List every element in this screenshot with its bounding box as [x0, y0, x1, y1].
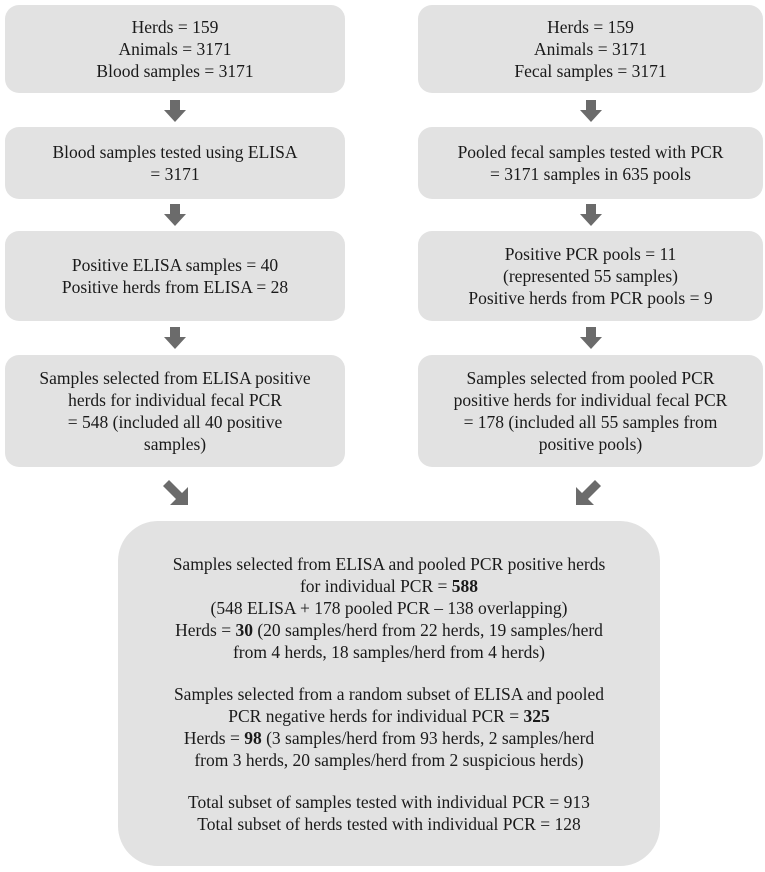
down-arrow-icon — [580, 327, 602, 349]
right-pcr-positive-box — [418, 231, 763, 321]
right-box1-line: Animals = 3171 — [534, 39, 647, 59]
left-box2-line: Blood samples tested using ELISA — [52, 142, 298, 162]
down-arrow-icon — [580, 100, 602, 122]
left-box2-line: = 3171 — [150, 164, 200, 184]
summary-line — [173, 575, 606, 597]
summary-line: Total subset of herds tested with individual PCR = 128 — [197, 813, 581, 834]
left-box4-line: = 548 (included all 40 positive — [67, 412, 283, 432]
summary-bold-value: 98 — [244, 727, 262, 748]
summary-text: Herds = — [175, 619, 236, 640]
summary-line: Samples selected from ELISA and pooled PCR positive herds — [172, 553, 606, 574]
summary-text: PCR negative herds for individual PCR = — [228, 705, 524, 726]
summary-text: Herds = — [183, 727, 245, 748]
right-pcr-tested-box — [418, 127, 763, 199]
left-herds-box — [5, 5, 345, 93]
diagonal-arrow-icon — [573, 480, 601, 508]
left-box1-line: Blood samples = 3171 — [96, 61, 254, 81]
right-box2-line: = 3171 samples in 635 pools — [490, 164, 691, 184]
down-arrow-icon — [164, 327, 186, 349]
right-box1-line: Herds = 159 — [547, 17, 634, 37]
left-box1-line: Herds = 159 — [131, 17, 219, 37]
summary-text: (3 samples/herd from 93 herds, 2 samples/herd — [261, 727, 595, 748]
diagonal-arrow-icon — [163, 480, 191, 508]
summary-text: for individual PCR = — [299, 575, 452, 596]
right-selected-samples-box — [418, 355, 763, 467]
down-arrow-icon — [164, 204, 186, 226]
summary-text: (20 samples/herd from 22 herds, 19 samples/herd — [252, 619, 603, 640]
right-box2-line: Pooled fecal samples tested with PCR — [457, 142, 724, 162]
summary-line: from 3 herds, 20 samples/herd from 2 suspicious herds) — [194, 749, 584, 770]
summary-line: Total subset of samples tested with individual PCR = 913 — [188, 791, 590, 812]
right-box1-line: Fecal samples = 3171 — [514, 61, 667, 81]
left-box1-line: Animals = 3171 — [118, 39, 232, 59]
left-elisa-tested-box — [5, 127, 345, 199]
summary-bold-value: 325 — [523, 705, 550, 726]
down-arrow-icon — [164, 100, 186, 122]
summary-negative-section — [174, 683, 604, 771]
right-box3-line: (represented 55 samples) — [503, 266, 678, 286]
right-herds-box — [418, 5, 763, 93]
left-elisa-positive-box — [5, 231, 345, 321]
left-box4-line: samples) — [143, 434, 207, 454]
right-box4-line: positive herds for individual fecal PCR — [453, 390, 728, 410]
summary-bold-value: 30 — [235, 619, 253, 640]
left-box3-line: Positive herds from ELISA = 28 — [61, 277, 289, 297]
summary-totals-section — [188, 791, 590, 835]
summary-box — [118, 521, 660, 866]
left-box3-line: Positive ELISA samples = 40 — [71, 255, 279, 275]
summary-line: from 4 herds, 18 samples/herd from 4 herds) — [232, 641, 545, 662]
summary-line: Samples selected from a random subset of ELISA and pooled — [173, 683, 605, 704]
left-selected-samples-box — [5, 355, 345, 467]
summary-line — [173, 619, 606, 641]
right-box4-line: = 178 (included all 55 samples from — [463, 412, 718, 432]
summary-line: (548 ELISA + 178 pooled PCR – 138 overlapping) — [210, 597, 568, 618]
right-box4-line: positive pools) — [538, 434, 643, 454]
summary-positive-section — [173, 553, 606, 663]
summary-line — [174, 705, 604, 727]
right-box4-line: Samples selected from pooled PCR — [466, 368, 715, 388]
summary-line — [174, 727, 604, 749]
right-box3-line: Positive herds from PCR pools = 9 — [468, 288, 713, 308]
left-box4-line: herds for individual fecal PCR — [68, 390, 282, 410]
summary-bold-value: 588 — [451, 575, 479, 596]
left-box4-line: Samples selected from ELISA positive — [39, 368, 311, 388]
down-arrow-icon — [580, 204, 602, 226]
right-box3-line: Positive PCR pools = 11 — [504, 244, 677, 264]
